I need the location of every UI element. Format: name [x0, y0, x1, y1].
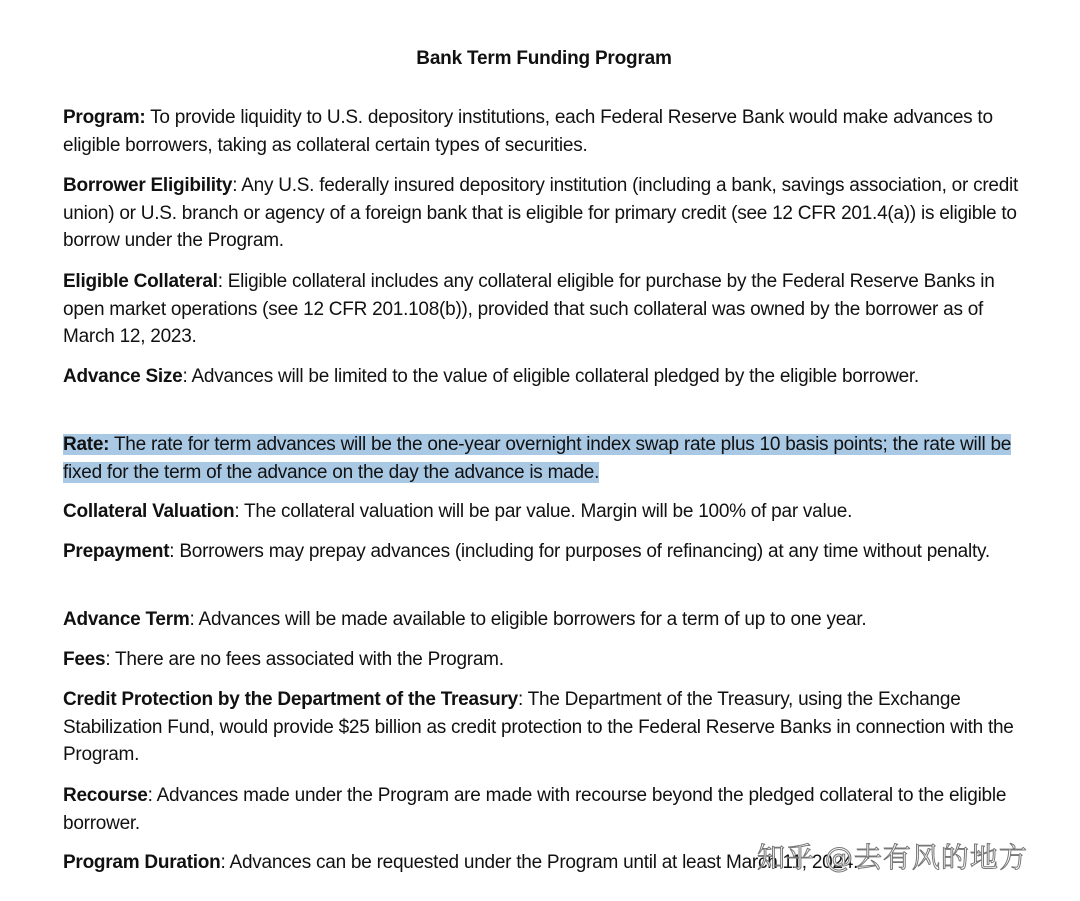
section-fees	[63, 646, 1038, 674]
section-credit-protection	[63, 686, 1038, 769]
section-text: : Borrowers may prepay advances (including for purposes of refinancing) at any time without penalty.	[169, 541, 990, 562]
section-text: : Any U.S. federally insured depository institution (including a bank, savings association, or credit union) or U.S. branch or agency of a foreign bank that is eligible for primary credit (see 12 CFR 201.4(a)) is eligible to borrow under the Program.	[63, 175, 1019, 251]
section-advance-term	[63, 606, 1038, 634]
section-text: : Eligible collateral includes any collateral eligible for purchase by the Federal Reserve Banks in open market operations (see 12 CFR 201.108(b)), provided that such collateral was owned by the borrower as of March 12, 2023.	[63, 271, 995, 347]
section-eligible-collateral	[63, 268, 1038, 351]
section-text: : Advances will be limited to the value of eligible collateral pledged by the eligible borrower.	[182, 366, 919, 387]
section-text: : Advances made under the Program are made with recourse beyond the pledged collateral to the eligible borrower.	[63, 785, 1007, 834]
section-label: Recourse	[63, 785, 148, 806]
section-label: Borrower Eligibility	[63, 175, 233, 196]
section-text: : The collateral valuation will be par value. Margin will be 100% of par value.	[234, 501, 853, 522]
section-label: Prepayment	[63, 541, 170, 562]
section-borrower-eligibility	[63, 172, 1038, 255]
section-text: : Advances can be requested under the Program until at least March 11, 2024.	[220, 852, 859, 873]
section-label: Collateral Valuation	[63, 501, 235, 522]
section-label: Advance Term	[63, 609, 190, 630]
section-label: Fees	[63, 649, 106, 670]
section-recourse	[63, 782, 1038, 837]
section-collateral-valuation	[63, 498, 1038, 526]
section-label: Credit Protection by the Department of the Treasury	[63, 689, 518, 710]
section-label: Eligible Collateral	[63, 271, 218, 292]
watermark: 知乎 @去有风的地方	[757, 841, 1028, 874]
section-text: : There are no fees associated with the Program.	[105, 649, 504, 670]
highlighted-selection[interactable]	[63, 434, 1011, 483]
section-label: Program:	[63, 107, 146, 128]
document-title: Bank Term Funding Program	[416, 48, 672, 69]
section-advance-size	[63, 363, 1038, 391]
section-text: : The Department of the Treasury, using the Exchange Stabilization Fund, would provide $25 billion as credit protection to the Federal Reserve Banks in connection with the Program.	[63, 689, 1014, 765]
section-program	[63, 104, 1038, 159]
section-prepayment	[63, 538, 1038, 566]
section-label: Rate:	[63, 434, 110, 455]
section-rate	[63, 431, 1038, 486]
section-label: Advance Size	[63, 366, 183, 387]
section-text: To provide liquidity to U.S. depository institutions, each Federal Reserve Bank would make advances to eligible borrowers, taking as collateral certain types of securities.	[63, 107, 993, 156]
section-label: Program Duration	[63, 852, 221, 873]
section-text: : Advances will be made available to eligible borrowers for a term of up to one year.	[189, 609, 867, 630]
section-text: The rate for term advances will be the one-year overnight index swap rate plus 10 basis points; the rate will be fixed for the term of the advance on the day the advance is made.	[63, 434, 1012, 483]
